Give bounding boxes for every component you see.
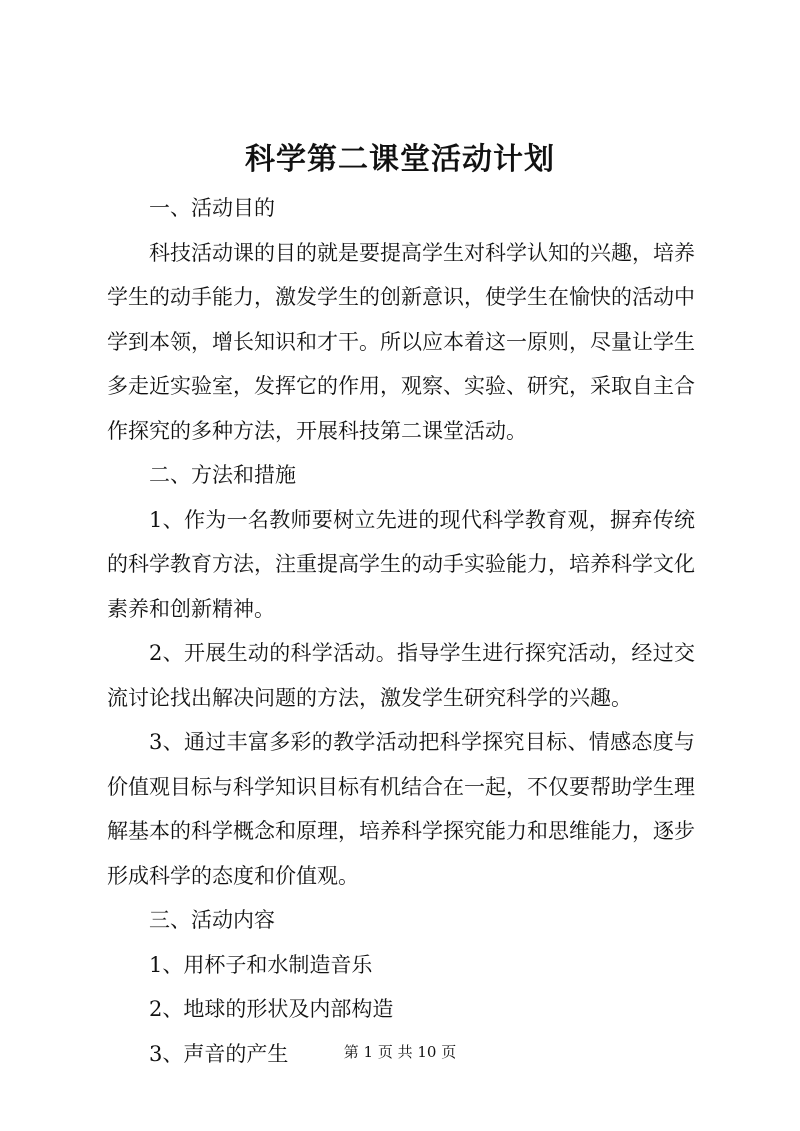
page-footer: 第 1 页 共 10 页	[343, 1043, 457, 1061]
paragraph-method-2: 2、开展生动的科学活动。指导学生进行探究活动，经过交流讨论找出解决问题的方法，激发学生研究科学的兴趣。	[107, 641, 695, 710]
list-item-content-2: 2、地球的形状及内部构造	[149, 997, 394, 1021]
list-item-content-3: 3、声音的产生	[149, 1041, 289, 1066]
section-heading-purpose: 一、活动目的	[149, 196, 275, 220]
document-title: 科学第二课堂活动计划	[245, 142, 555, 177]
document-body	[107, 186, 695, 1076]
list-item-content-1: 1、用杯子和水制造音乐	[149, 952, 373, 977]
paragraph-method-1: 1、作为一名教师要树立先进的现代科学教育观，摒弃传统的科学教育方法，注重提高学生的动手实验能力，培养科学文化素养和创新精神。	[107, 507, 695, 621]
paragraph-method-3: 3、通过丰富多彩的教学活动把科学探究目标、情感态度与价值观目标与科学知识目标有机结合在一起，不仅要帮助学生理解基本的科学概念和原理，培养科学探究能力和思维能力，逐步形成科学的态度和价值观。	[107, 730, 695, 888]
section-heading-methods: 二、方法和措施	[149, 463, 296, 487]
paragraph-purpose: 科技活动课的目的就是要提高学生对科学认知的兴趣，培养学生的动手能力，激发学生的创新意识，使学生在愉快的活动中学到本领，增长知识和才干。所以应本着这一原则，尽量让学生多走近实验室，发挥它的作用，观察、实验、研究，采取自主合作探究的多种方法，开展科技第二课堂活动。	[107, 240, 695, 443]
section-heading-content: 三、活动内容	[149, 908, 275, 932]
